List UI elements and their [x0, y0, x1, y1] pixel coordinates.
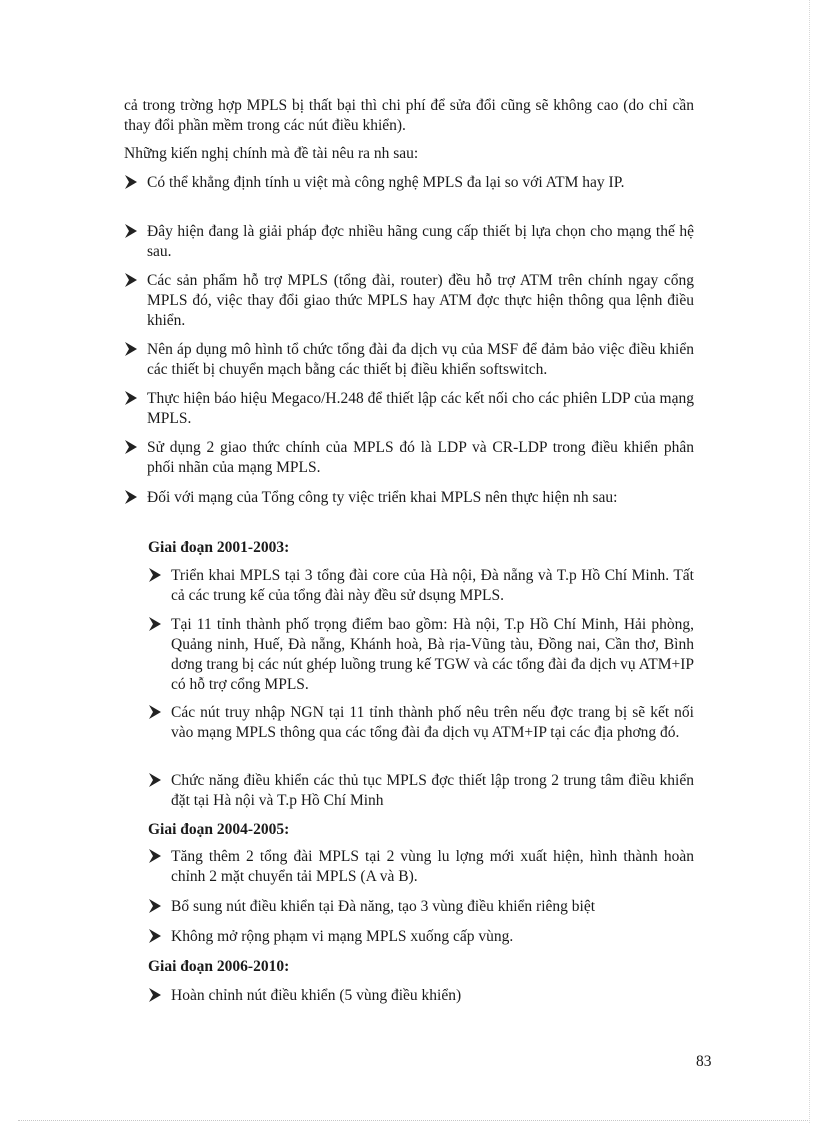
arrow-bullet-icon: [124, 341, 138, 357]
phase-heading: Giai đoạn 2006-2010:: [148, 958, 290, 975]
bullet-text: Bổ sung nút điều khiển tại Đà năng, tạo 3 vùng điều khiển riêng biệt: [171, 898, 596, 915]
arrow-bullet-icon: [124, 439, 138, 455]
recommendations-lead: Những kiến nghị chính mà đề tài nêu ra nh sau:: [124, 145, 419, 162]
page-number: 83: [696, 1053, 712, 1070]
arrow-bullet-icon: [148, 704, 162, 720]
arrow-bullet-icon: [124, 489, 138, 505]
arrow-bullet-icon: [124, 272, 138, 288]
arrow-bullet-icon: [148, 928, 162, 944]
phase-heading: Giai đoạn 2001-2003:: [148, 539, 290, 556]
bullet-text: Nên áp dụng mô hình tổ chức tổng đài đa dịch vụ của MSF để đảm bảo việc điều khiển các thiết bị chuyển mạch bằng các thiết bị điều khiển softswitch.: [147, 341, 694, 378]
bottom-dotted-divider: [18, 1120, 810, 1121]
bullet-text: Chức năng điều khiển các thủ tục MPLS đợc thiết lập trong 2 trung tâm điều khiển đặt tại Hà nội và T.p Hồ Chí Minh: [171, 772, 694, 809]
bullet-text: Có thể khẳng định tính u việt mà công nghệ MPLS đa lại so với ATM hay IP.: [147, 174, 625, 191]
arrow-bullet-icon: [148, 898, 162, 914]
bullet-text: Hoàn chỉnh nút điều khiển (5 vùng điều khiển): [171, 987, 462, 1004]
arrow-bullet-icon: [148, 616, 162, 632]
bullet-text: Sử dụng 2 giao thức chính của MPLS đó là LDP và CR-LDP trong điều khiển phân phối nhãn của mạng MPLS.: [147, 439, 694, 476]
phase-heading: Giai đoạn 2004-2005:: [148, 821, 290, 838]
arrow-bullet-icon: [124, 223, 138, 239]
bullet-text: Các sản phẩm hỗ trợ MPLS (tổng đài, router) đều hỗ trợ ATM trên chính ngay cổng MPLS đó, việc thay đổi giao thức MPLS hay ATM đợc thực hiện thông qua lệnh điều khiển.: [147, 272, 694, 329]
arrow-bullet-icon: [148, 567, 162, 583]
bullet-text: Triển khai MPLS tại 3 tổng đài core của Hà nội, Đà nẵng và T.p Hồ Chí Minh. Tất cả các trung kế của tổng đài này đều sử dsụng MPLS.: [171, 567, 694, 604]
bullet-text: Tăng thêm 2 tổng đài MPLS tại 2 vùng lu lợng mới xuất hiện, hình thành hoàn chỉnh 2 mặt chuyển tải MPLS (A và B).: [171, 848, 694, 885]
bullet-text: Đây hiện đang là giải pháp đợc nhiều hãng cung cấp thiết bị lựa chọn cho mạng thế hệ sau.: [147, 223, 694, 260]
arrow-bullet-icon: [148, 848, 162, 864]
bullet-text: Thực hiện báo hiệu Megaco/H.248 để thiết lập các kết nối cho các phiên LDP của mạng MPLS.: [147, 390, 694, 427]
right-dotted-divider: [809, 0, 810, 1123]
arrow-bullet-icon: [148, 772, 162, 788]
arrow-bullet-icon: [124, 390, 138, 406]
arrow-bullet-icon: [124, 174, 138, 190]
bullet-text: Tại 11 tỉnh thành phố trọng điểm bao gồm: Hà nội, T.p Hồ Chí Minh, Hải phòng, Quảng ninh, Huế, Đà nẵng, Khánh hoà, Bà rịa-Vũng tàu, Đồng nai, Cần thơ, Bình dơng trang bị các nút ghép luồng trung kế TGW và các tổng đài đa dịch vụ ATM+IP có hỗ trợ cổng MPLS.: [171, 616, 694, 693]
bullet-text: Các nút truy nhập NGN tại 11 tỉnh thành phố nêu trên nếu đợc trang bị sẽ kết nối vào mạng MPLS thông qua các tổng đài đa dịch vụ ATM+IP tại các địa phơng đó.: [171, 704, 694, 741]
bullet-text: Không mở rộng phạm vi mạng MPLS xuống cấp vùng.: [171, 928, 514, 945]
arrow-bullet-icon: [148, 987, 162, 1003]
bullet-text: Đối với mạng của Tổng công ty việc triển khai MPLS nên thực hiện nh sau:: [147, 489, 618, 506]
intro-paragraph: cả trong trờng hợp MPLS bị thất bại thì chi phí để sửa đổi cũng sẽ không cao (do chỉ cần thay đổi phần mềm trong các nút điều khiển).: [124, 97, 694, 134]
